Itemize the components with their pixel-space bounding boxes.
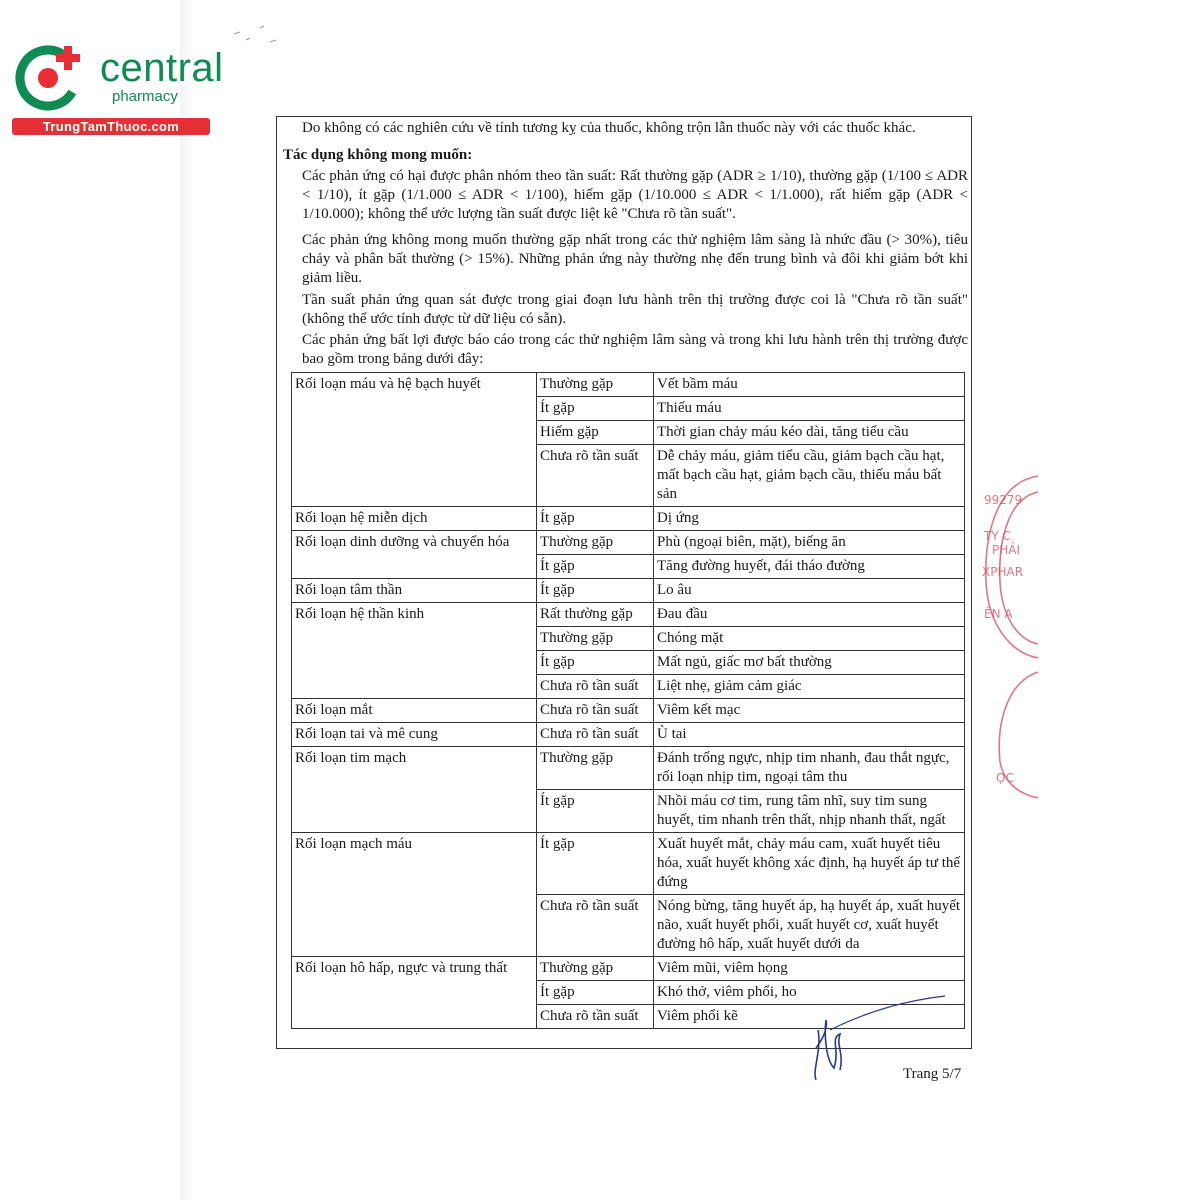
table-row [292,603,965,627]
organ-class-cell: Rối loạn tai và mê cung [292,723,537,747]
table-row [292,957,965,981]
table-row [292,507,965,531]
frequency-cell: Thường gặp [537,747,654,790]
table-row [292,373,965,397]
paragraph-table-intro: Các phản ứng bất lợi được báo cáo trong các thử nghiệm lâm sàng và trong khi lưu hành trên thị trường được bao gồm trong bảng dưới đây: [302,332,968,367]
organ-class-cell: Rối loạn tim mạch [292,747,537,833]
table-row [292,833,965,895]
svg-text:ÊN A: ÊN A [984,607,1013,621]
organ-class-cell: Rối loạn hệ miễn dịch [292,507,537,531]
frequency-cell: Ít gặp [537,981,654,1005]
brand-name: central [100,46,224,90]
svg-text:99279: 99279 [984,493,1023,507]
adverse-reactions-table [291,372,965,1029]
table-row [292,699,965,723]
central-pharmacy-logo-icon [12,38,92,118]
effect-cell: Đánh trống ngực, nhịp tim nhanh, đau thắt ngực, rối loạn nhịp tim, ngoại tâm thu [654,747,965,790]
paragraph-frequency-definition: Các phản ứng có hại được phân nhóm theo tần suất: Rất thường gặp (ADR ≥ 1/10), thường gặp (1/100 ≤ ADR < 1/10), ít gặp (1/1.000 ≤ ADR < 1/100), hiếm gặp (1/10.000 ≤ ADR < 1/1.000), rất hiếm gặp (ADR < 1/10.000); không thể ước lượng tần suất được liệt kê "Chưa rõ tần suất". [302,168,968,222]
table-row [292,579,965,603]
svg-text:PHẢI: PHẢI [992,543,1021,557]
frequency-cell: Ít gặp [537,579,654,603]
frequency-cell: Chưa rõ tần suất [537,1005,654,1029]
effect-cell: Liệt nhẹ, giảm cảm giác [654,675,965,699]
svg-text:TY C: TY C [984,529,1011,543]
organ-class-cell: Rối loạn dinh dưỡng và chuyển hóa [292,531,537,579]
table-row [292,747,965,790]
frequency-cell: Chưa rõ tần suất [537,895,654,957]
table-row [292,531,965,555]
organ-class-cell: Rối loạn tâm thần [292,579,537,603]
frequency-cell: Rất thường gặp [537,603,654,627]
organ-class-cell: Rối loạn hệ thần kinh [292,603,537,699]
company-seal-stamp [978,472,1038,802]
frequency-cell: Chưa rõ tần suất [537,699,654,723]
effect-cell: Thời gian chảy máu kéo dài, tăng tiểu cầu [654,421,965,445]
brand-subtitle: pharmacy [112,88,178,105]
effect-cell: Vết bầm máu [654,373,965,397]
brand-logo[interactable] [12,36,224,136]
effect-cell: Dị ứng [654,507,965,531]
effect-cell: Chóng mặt [654,627,965,651]
effect-cell: Ù tai [654,723,965,747]
effect-cell: Phù (ngoại biên, mặt), biếng ăn [654,531,965,555]
section-heading: Tác dụng không mong muốn: [283,147,473,163]
svg-text:ỌC: ỌC [996,771,1014,785]
svg-text:XPHAR: XPHAR [982,565,1024,579]
organ-class-cell: Rối loạn máu và hệ bạch huyết [292,373,537,507]
frequency-cell: Chưa rõ tần suất [537,445,654,507]
effect-cell: Viêm phổi kẽ [654,1005,965,1029]
effect-cell: Nhồi máu cơ tim, rung tâm nhĩ, suy tim sung huyết, tim nhanh trên thất, nhịp nhanh thất, ngất [654,790,965,833]
intro-text: Do không có các nghiên cứu về tính tương kỵ của thuốc, không trộn lẫn thuốc này với các thuốc khác. [302,120,916,136]
frequency-cell: Ít gặp [537,790,654,833]
table-row [292,723,965,747]
effect-cell: Dễ chảy máu, giảm tiểu cầu, giảm bạch cầu hạt, mất bạch cầu hạt, giảm bạch cầu, thiếu máu bất sản [654,445,965,507]
frequency-cell: Ít gặp [537,555,654,579]
effect-cell: Khó thở, viêm phổi, ho [654,981,965,1005]
page-number: Trang 5/7 [903,1066,962,1082]
organ-class-cell: Rối loạn mắt [292,699,537,723]
frequency-cell: Chưa rõ tần suất [537,723,654,747]
paragraph-common-reactions: Các phản ứng không mong muốn thường gặp nhất trong các thử nghiệm lâm sàng là nhức đầu (> 30%), tiêu chảy và phân bất thường (> 15%). Những phản ứng này thường nhẹ đến trung bình và đôi khi giảm bớt khi giảm liều. [302,232,968,286]
frequency-cell: Thường gặp [537,627,654,651]
effect-cell: Đau đầu [654,603,965,627]
effect-cell: Viêm mũi, viêm họng [654,957,965,981]
effect-cell: Nóng bừng, tăng huyết áp, hạ huyết áp, xuất huyết não, xuất huyết phổi, xuất huyết cơ, xuất huyết đường hô hấp, xuất huyết dưới da [654,895,965,957]
brand-url-link[interactable]: TrungTamThuoc.com [12,118,210,135]
effect-cell: Thiếu máu [654,397,965,421]
frequency-cell: Ít gặp [537,507,654,531]
paragraph-postmarketing: Tần suất phản ứng quan sát được trong giai đoạn lưu hành trên thị trường được coi là "Chưa rõ tần suất" (không thể ước tính được từ dữ liệu có sẵn). [302,292,968,327]
organ-class-cell: Rối loạn mạch máu [292,833,537,957]
frequency-cell: Chưa rõ tần suất [537,675,654,699]
scan-speck [230,20,290,50]
frequency-cell: Thường gặp [537,373,654,397]
effect-cell: Lo âu [654,579,965,603]
organ-class-cell: Rối loạn hô hấp, ngực và trung thất [292,957,537,1029]
frequency-cell: Hiếm gặp [537,421,654,445]
frequency-cell: Thường gặp [537,531,654,555]
frequency-cell: Thường gặp [537,957,654,981]
effect-cell: Viêm kết mạc [654,699,965,723]
frequency-cell: Ít gặp [537,833,654,895]
effect-cell: Xuất huyết mắt, chảy máu cam, xuất huyết tiêu hóa, xuất huyết không xác định, hạ huyết áp tư thế đứng [654,833,965,895]
frequency-cell: Ít gặp [537,651,654,675]
effect-cell: Tăng đường huyết, đái tháo đường [654,555,965,579]
frequency-cell: Ít gặp [537,397,654,421]
effect-cell: Mất ngủ, giấc mơ bất thường [654,651,965,675]
